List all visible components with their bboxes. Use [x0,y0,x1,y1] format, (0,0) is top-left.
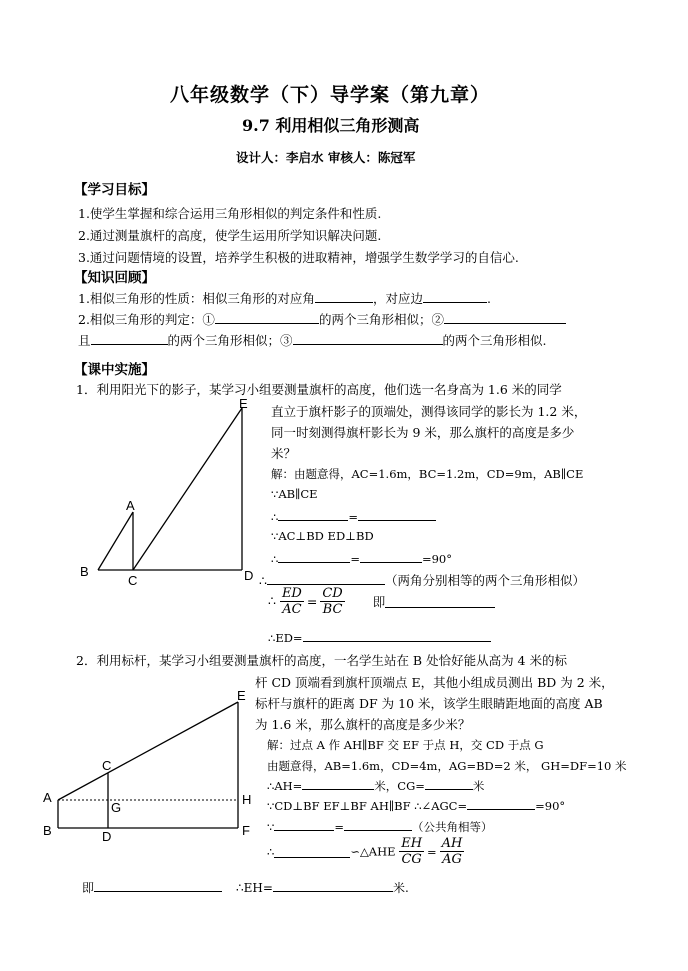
solution-line: 由题意得，AB=1.6m，CD=4m，AG=BD=2 米， GH=DF=10 米 [267,759,627,773]
solution-text: = [334,820,344,834]
point-label-e: E [237,690,246,703]
blank-line[interactable] [273,879,393,892]
blank-line[interactable] [278,508,348,521]
review-line-2 [78,310,566,328]
solution-text: ∵ [267,820,275,834]
solution-text: ∴ [267,844,275,859]
problem-2-text: 标杆与旗杆的距离 DF 为 10 米，该学生眼睛距地面的高度 AB [255,696,603,711]
blank-line[interactable] [274,845,350,858]
blank-line[interactable] [91,332,168,345]
solution-text: 米. [392,881,409,895]
solution-text: =90° [421,552,452,566]
solution-line [267,797,565,813]
segment-ba [98,512,133,570]
problem-2-text: 2．利用标杆，某学习小组要测量旗杆的高度，一名学生站在 B 处恰好能从高为 4 米的标 [76,653,567,668]
problem-1-text: 直立于旗杆影子的顶端处，测得该同学的影长为 1.2 米， [271,404,587,419]
blank-line[interactable] [358,508,436,521]
solution-text: 即 [82,881,95,895]
solution-text: = [348,510,358,524]
solution-text: ∴ [259,573,267,588]
solution-text: （公共角相等） [411,820,493,834]
blank-line[interactable] [293,332,443,345]
point-label-c: C [102,758,112,773]
problem-1-text: 同一时刻测得旗杆影长为 9 米，那么旗杆的高度是多少 [271,425,575,440]
figure-2-diagram [38,690,264,842]
solution-text: ∴AH= [267,779,303,793]
solution-text: ∴ [271,510,279,524]
goal-item: 1.使学生掌握和综合运用三角形相似的判定条件和性质. [78,206,382,221]
review-text: 1.相似三角形的性质：相似三角形的对应角 [78,291,315,306]
solution-text: （两角分别相等的两个三角形相似） [384,573,585,588]
blank-line[interactable] [344,818,412,831]
segment-ce [133,408,242,570]
page-title: 八年级数学（下）导学案（第九章） [170,84,491,106]
point-label-d: D [244,568,254,583]
solution-text: ∴EH= [236,881,273,895]
solution-text: ∴ [271,552,279,566]
solution-text: ∽△AHE [350,844,396,859]
fraction-denominator: AC [282,602,302,617]
solution-line: ∵AC⊥BD ED⊥BD [271,529,374,543]
blank-line[interactable] [360,550,422,563]
goal-item: 3.通过问题情境的设置，培养学生积极的进取精神，增强学生数学学习的自信心. [78,250,519,265]
blank-line[interactable] [315,290,373,303]
blank-line[interactable] [274,818,334,831]
blank-line[interactable] [303,629,491,642]
fraction-denominator: BC [322,602,343,617]
fraction-cd-bc [320,586,344,617]
review-line-1 [78,289,491,307]
problem-2-text: 杆 CD 顶端看到旗杆顶端点 E，其他小组成员测出 BD 为 2 米， [255,675,614,690]
review-text: 2.相似三角形的判定：① [78,312,215,327]
blank-line[interactable] [444,311,566,324]
problem-2-text: 为 1.6 米，那么旗杆的高度是多少米？ [255,717,471,732]
blank-line[interactable] [385,595,495,608]
segment-ae [58,702,238,800]
solution-text: ∵CD⊥BF EF⊥BF AH∥BF ∴∠AGC= [267,799,468,813]
problem-1-text: 1．利用阳光下的影子，某学习小组要测量旗杆的高度，他们选一名身高为 1.6 米的同学 [76,382,562,397]
point-label-d: D [102,829,112,842]
blank-line[interactable] [423,290,487,303]
point-label-c: C [128,573,138,588]
solution-line [82,879,409,896]
solution-text: ∴ [268,593,276,608]
solution-line: 解：过点 A 作 AH∥BF 交 EF 于点 H，交 CD 于点 G [267,738,544,752]
blank-line[interactable] [425,777,473,790]
solution-text: 米 [472,779,485,793]
goals-heading: 【学习目标】 [74,182,155,198]
blank-line[interactable] [215,311,319,324]
blank-line[interactable] [267,572,385,585]
review-text: 且 [78,333,91,348]
fraction-numerator: AH [441,836,463,851]
figure-1-diagram [76,390,272,590]
review-text: ，对应边 [372,291,423,306]
review-heading: 【知识回顾】 [74,270,155,286]
solution-line [268,629,491,645]
blank-line[interactable] [467,797,535,810]
point-label-a: A [126,498,135,513]
problem-1-text: 米？ [271,446,297,461]
solution-line [267,777,484,794]
solution-line: 解：由题意得，AC=1.6m，BC=1.2m，CD=9m，AB∥CE [271,467,584,481]
solution-text: ∴ED= [268,631,303,645]
fraction-denominator: AG [442,852,462,867]
section-subtitle: 9.7 利用相似三角形测高 [242,116,420,135]
solution-text: 米，CG= [374,779,425,793]
point-label-b: B [43,823,52,838]
solution-line [271,508,436,524]
blank-line[interactable] [302,777,374,790]
solution-text: = [350,552,360,566]
solution-line [271,550,452,566]
review-line-3 [78,331,547,349]
authors-line: 设计人：李启水 审核人：陈冠军 [236,150,416,165]
solution-line [268,586,495,617]
practice-heading: 【课中实施】 [74,362,155,378]
point-label-f: F [242,823,250,838]
fraction-numerator: CD [322,586,343,601]
fraction-eh-cg [399,836,424,867]
equals-sign: = [427,844,437,859]
review-text: 的两个三角形相似. [442,333,547,348]
fraction-ed-ac [280,586,304,617]
goal-item: 2.通过测量旗杆的高度，使学生运用所学知识解决问题. [78,228,382,243]
solution-line: ∵AB∥CE [271,487,318,501]
blank-line[interactable] [94,879,222,892]
point-label-b: B [80,564,89,579]
point-label-a: A [43,790,52,805]
review-text: 的两个三角形相似；③ [167,333,293,348]
solution-line [267,818,492,835]
solution-line [267,836,464,867]
solution-text: 即 [372,594,386,610]
blank-line[interactable] [278,550,350,563]
fraction-numerator: ED [281,586,302,601]
review-text: 的两个三角形相似；② [318,312,444,327]
point-label-h: H [242,792,252,807]
fraction-ah-ag [440,836,465,867]
solution-text: =90° [535,799,566,813]
point-label-e: E [239,396,248,411]
equals-sign: = [306,594,318,609]
fraction-numerator: EH [401,836,423,851]
review-text: . [486,291,491,306]
fraction-denominator: CG [401,852,422,867]
point-label-g: G [111,800,122,815]
